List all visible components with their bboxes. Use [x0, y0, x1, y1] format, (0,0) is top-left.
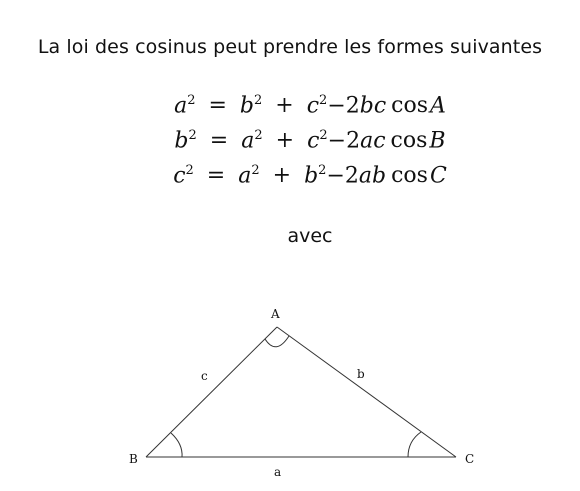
minus-sign: − [327, 128, 347, 154]
formula-coefficient: 2 [345, 93, 360, 119]
formula-exponent: 2 [254, 93, 263, 108]
formula-exponent: 2 [187, 93, 196, 108]
avec-text: avec [287, 225, 333, 247]
formula-exponent: 2 [319, 128, 328, 143]
plus-sign: + [272, 163, 292, 189]
formula-exponent: 2 [254, 128, 263, 143]
formula-angle: A [430, 93, 446, 119]
plus-sign: + [275, 93, 294, 119]
minus-sign: − [327, 93, 346, 119]
formula-product: bc [359, 93, 387, 119]
plus-sign: + [275, 128, 295, 154]
cos-function: cos [391, 163, 428, 189]
formula-exponent: 2 [319, 93, 328, 108]
formula-product: ac [360, 128, 386, 154]
angle-arc-B [171, 433, 182, 457]
angle-arc-A [265, 336, 289, 347]
equals-sign: = [208, 93, 227, 119]
side-label-b: b [357, 367, 365, 381]
vertex-label-A: A [271, 307, 280, 321]
formula-term-2: c [307, 128, 320, 154]
equals-sign: = [206, 163, 226, 189]
vertex-label-B: B [129, 452, 138, 466]
formula-exponent: 2 [188, 128, 197, 143]
side-label-c: c [201, 369, 208, 383]
intro-text: La loi des cosinus peut prendre les formes suivantes [37, 36, 543, 58]
angle-arc-C [408, 432, 421, 457]
equals-sign: = [209, 128, 229, 154]
cos-function: cos [390, 128, 428, 154]
formula-angle: B [429, 128, 446, 154]
formula-exponent: 2 [185, 163, 194, 178]
formula-product: ab [358, 163, 387, 189]
formula-term-2: b [304, 163, 319, 189]
formula-lhs: b [174, 128, 189, 154]
formula-exponent: 2 [251, 163, 260, 178]
formula-coefficient: 2 [346, 128, 361, 154]
formula-term-1: b [239, 93, 254, 119]
formula-exponent: 2 [318, 163, 327, 178]
formula-angle: C [429, 163, 447, 189]
formula-term-1: a [238, 163, 252, 189]
formula-lhs: a [174, 93, 188, 119]
cos-function: cos [391, 93, 429, 119]
vertex-label-C: C [465, 452, 475, 466]
side-b-line [277, 327, 456, 457]
side-label-a: a [274, 465, 282, 479]
triangle-sides [146, 327, 456, 457]
formula-term-1: a [241, 128, 255, 154]
side-c-line [146, 327, 277, 457]
formula-coefficient: 2 [344, 163, 359, 189]
formula-term-2: c [306, 93, 320, 119]
minus-sign: − [326, 163, 345, 189]
formula-lhs: c [173, 163, 186, 189]
